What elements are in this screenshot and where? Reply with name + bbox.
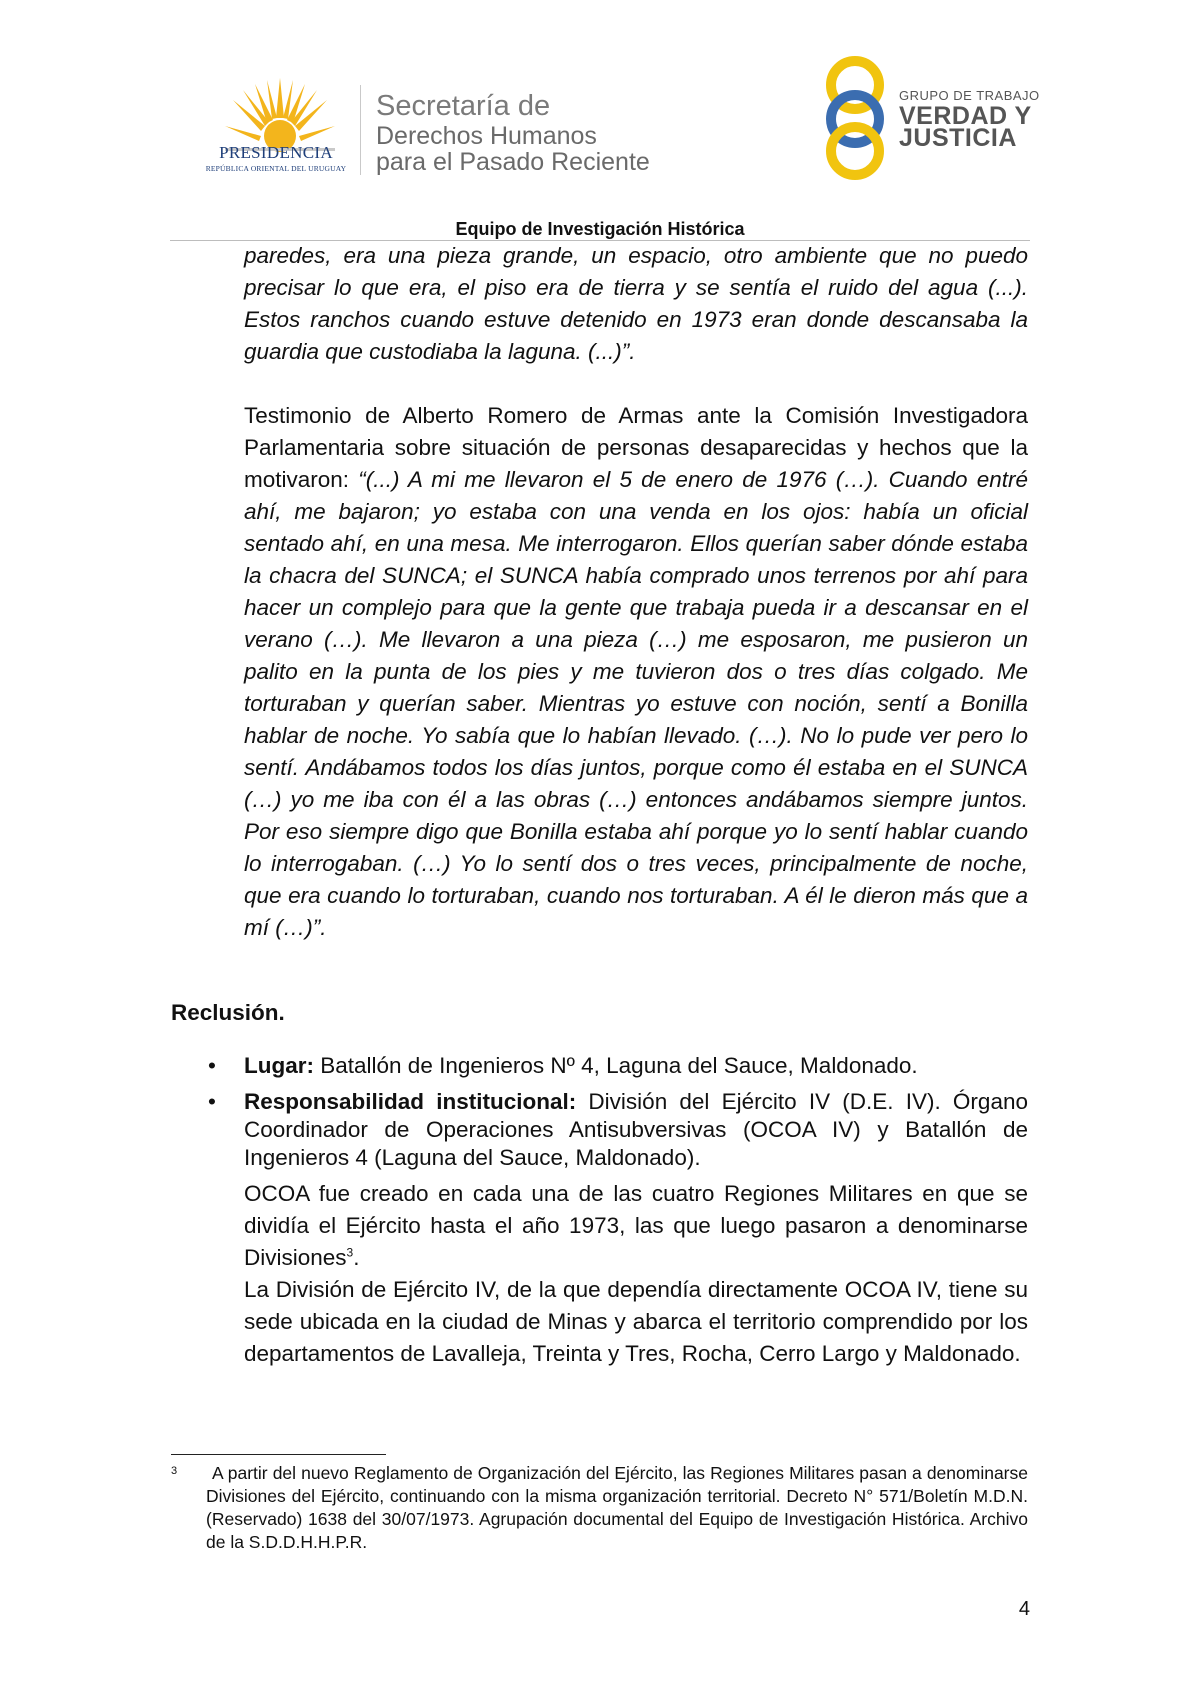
ocoa-text-end: . — [353, 1245, 360, 1270]
footnote-number: 3 — [171, 1465, 178, 1477]
secretaria-line-1: Secretaría de — [376, 90, 551, 122]
page-number: 4 — [1018, 1598, 1030, 1620]
footnote-ref[interactable]: 3 — [346, 1245, 354, 1260]
footnote — [171, 1462, 1028, 1554]
header-divider — [360, 85, 361, 175]
secretaria-line-2: Derechos Humanos — [376, 122, 597, 150]
testimony-intro: Testimonio de Alberto Romero de Armas ante la Comisión Investigadora Parlamentaria sobre situación de personas desaparecidas y hechos que la motivaron: — [244, 403, 1028, 492]
footnote-rule — [171, 1454, 386, 1455]
ocoa-paragraph — [244, 1178, 1028, 1274]
division-paragraph: La División de Ejército IV, de la que dependía directamente OCOA IV, tiene su sede ubicada en la ciudad de Minas y abarca el territorio comprendido por los departamentos de Lavalleja, Treinta y Tres, Rocha, Cerro Largo y Maldonado. — [244, 1277, 1028, 1366]
team-title: Equipo de Investigación Histórica — [455, 219, 745, 239]
bullet-label: Lugar: — [244, 1053, 314, 1078]
testimony-quote: “(...) A mi me llevaron el 5 de enero de 1976 (…). Cuando entré ahí, me bajaron; yo estaba con una venda en los ojos: había un oficial sentado ahí, en una mesa. Me interrogaron. Ellos querían saber dónde estaba la chacra del SUNCA; el SUNCA había comprado unos terrenos por ahí para hacer un complejo para que la gente que trabaja pueda ir a descansar en el verano (…). Me llevaron a una pieza (…) me esposaron, me pusieron un palito en la punta de los pies y me tuvieron dos o tres días colgado. Me torturaban y querían saber. Mientras yo estuve con noción, sentí a Bonilla hablar de noche. Yo sabía que lo habían llevado. (…). No lo pude ver pero lo sentí. Andábamos todos los días juntos, porque como él estaba en el SUNCA (…) yo me iba con él a las obras (…) entonces andábamos siempre juntos. Por eso siempre digo que Bonilla estaba ahí porque yo lo sentí hablar cuando lo interrogaban. (…) Yo lo sentí dos o tres veces, principalmente de noche, que era cuando lo torturaban, cuando nos torturaban. A él le dieron más que a mí (…)”. — [244, 467, 1028, 940]
list-item — [208, 1088, 1028, 1172]
secretaria-line-3: para el Pasado Reciente — [376, 148, 650, 176]
list-item — [208, 1050, 1028, 1082]
presidencia-sublabel: REPÚBLICA ORIENTAL DEL URUGUAY — [205, 164, 347, 173]
section-title: Reclusión. — [171, 1000, 285, 1025]
grupo-line-3: JUSTICIA — [899, 124, 1017, 152]
bullet-icon: • — [208, 1089, 216, 1114]
quote-paragraph-1-text: paredes, era una pieza grande, un espacio, otro ambiente que no puedo precisar lo que era, el piso era de tierra y se sentía el ruido del agua (...). Estos ranchos cuando estuve detenido en 1973 eran donde descansaba la guardia que custodiaba la laguna. (...)”. — [244, 243, 1028, 364]
page-header — [0, 0, 1190, 240]
bullet-icon: • — [208, 1053, 216, 1078]
ocoa-text: OCOA fue creado en cada una de las cuatro Regiones Militares en que se dividía el Ejército hasta el año 1973, las que luego pasaron a denominarse Divisiones — [244, 1181, 1028, 1270]
bullet-text: Batallón de Ingenieros Nº 4, Laguna del Sauce, Maldonado. — [314, 1053, 918, 1078]
grupo-line-1: GRUPO DE TRABAJO — [899, 88, 1040, 103]
presidencia-label: PRESIDENCIA — [219, 143, 333, 162]
verdad-justicia-logo-icon — [815, 55, 895, 180]
bullet-label: Responsabilidad institucional: — [244, 1089, 577, 1114]
footnote-text: A partir del nuevo Reglamento de Organización del Ejército, las Regiones Militares pasan a denominarse Divisiones del Ejército, continuando con la misma organización territorial. Decreto N° 571/Boletín M.D.N. (Reservado) 1638 del 30/07/1973. Agrupación documental del Equipo de Investigación Histórica. Archivo de la S.D.D.H.H.P.R. — [206, 1463, 1028, 1552]
grupo-line-2: VERDAD Y — [899, 102, 1032, 130]
testimony-paragraph — [244, 400, 1028, 944]
reclusion-list — [208, 1050, 1028, 1370]
quote-paragraph-1 — [244, 240, 1028, 368]
bullet-text: División del Ejército IV (D.E. IV). Órgano Coordinador de Operaciones Antisubversivas (OCOA IV) y Batallón de Ingenieros 4 (Laguna del Sauce, Maldonado). — [244, 1089, 1028, 1170]
testimony-paragraph-text — [244, 400, 1028, 944]
